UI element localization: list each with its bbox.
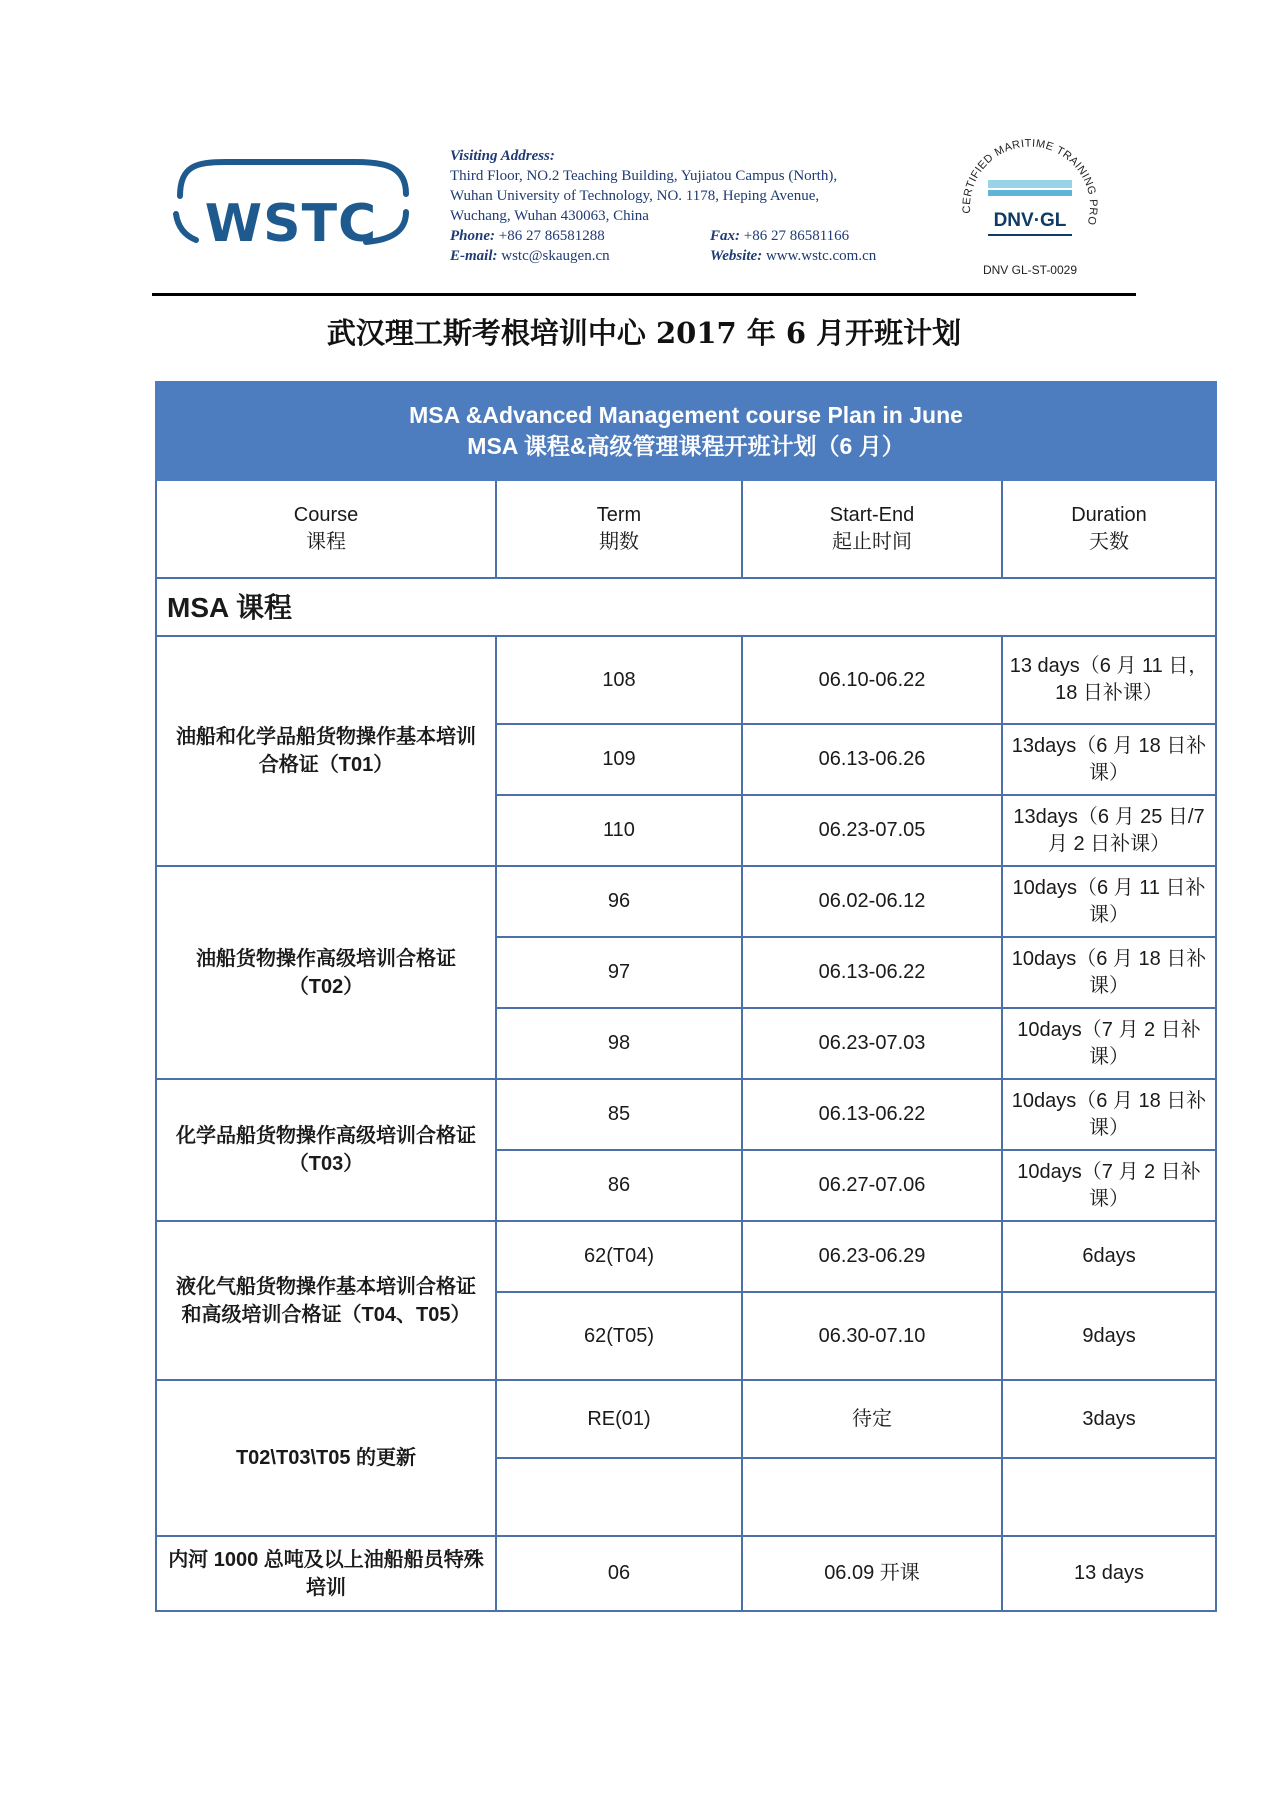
contact-block <box>450 146 920 266</box>
phone-fax-row <box>450 226 920 246</box>
term-cell: 62(T05) <box>496 1292 742 1380</box>
column-header-course: Course 课程 <box>156 480 496 578</box>
address-label: Visiting Address: <box>450 148 555 164</box>
fax-value: +86 27 86581166 <box>743 228 850 244</box>
logo-text: WSTC <box>204 194 378 254</box>
term-cell: RE(01) <box>496 1380 742 1458</box>
dates-cell: 06.02-06.12 <box>742 866 1002 937</box>
course-name-cell: 油船和化学品船货物操作基本培训合格证（T01） <box>156 636 496 866</box>
term-cell: 108 <box>496 636 742 724</box>
term-cell: 62(T04) <box>496 1221 742 1292</box>
header-divider <box>152 293 1136 296</box>
duration-cell: 10days（7 月 2 日补课） <box>1002 1150 1216 1221</box>
cert-brand: DNV·GL <box>993 210 1067 231</box>
term-cell: 86 <box>496 1150 742 1221</box>
cert-code: DNV GL-ST-0029 <box>982 263 1078 277</box>
term-cell: 98 <box>496 1008 742 1079</box>
dates-cell: 06.13-06.22 <box>742 937 1002 1008</box>
address-line: Third Floor, NO.2 Teaching Building, Yujiatou Campus (North), <box>450 168 838 184</box>
duration-cell: 13days（6 月 18 日补课） <box>1002 724 1216 795</box>
table-row <box>156 1536 1216 1611</box>
duration-cell <box>1002 1458 1216 1536</box>
course-name-cell: 液化气船货物操作基本培训合格证和高级培训合格证（T04、T05） <box>156 1221 496 1380</box>
column-header-duration: Duration 天数 <box>1002 480 1216 578</box>
banner-title-en: MSA &Advanced Management course Plan in June <box>409 402 963 428</box>
term-cell <box>496 1458 742 1536</box>
dates-cell: 06.23-07.03 <box>742 1008 1002 1079</box>
column-header-row <box>156 480 1216 578</box>
section-row <box>156 578 1216 636</box>
table-banner-row <box>156 382 1216 480</box>
duration-cell: 6days <box>1002 1221 1216 1292</box>
fax-label: Fax: <box>710 228 740 244</box>
address-line: Wuhan University of Technology, NO. 1178, Heping Avenue, <box>450 188 820 204</box>
wstc-logo <box>166 156 416 252</box>
dates-cell: 06.23-06.29 <box>742 1221 1002 1292</box>
section-heading: MSA 课程 <box>156 578 1216 636</box>
duration-cell: 9days <box>1002 1292 1216 1380</box>
term-cell: 97 <box>496 937 742 1008</box>
dates-cell: 06.23-07.05 <box>742 795 1002 866</box>
column-header-term: Term 期数 <box>496 480 742 578</box>
email-value[interactable]: wstc@skaugen.cn <box>501 248 610 264</box>
dates-cell: 06.09 开课 <box>742 1536 1002 1611</box>
duration-cell: 10days（6 月 18 日补课） <box>1002 1079 1216 1150</box>
dates-cell: 06.27-07.06 <box>742 1150 1002 1221</box>
dates-cell: 06.10-06.22 <box>742 636 1002 724</box>
dates-cell: 06.13-06.22 <box>742 1079 1002 1150</box>
term-cell: 110 <box>496 795 742 866</box>
email-label: E-mail: <box>450 248 498 264</box>
course-name-cell: T02\T03\T05 的更新 <box>156 1380 496 1536</box>
duration-cell: 10days（6 月 11 日补课） <box>1002 866 1216 937</box>
term-cell: 85 <box>496 1079 742 1150</box>
website-label: Website: <box>710 248 763 264</box>
duration-cell: 10days（6 月 18 日补课） <box>1002 937 1216 1008</box>
cert-ring-text: CERTIFIED MARITIME TRAINING PRO <box>960 137 1100 227</box>
page-title: 武汉理工斯考根培训中心 2017 年 6 月开班计划 <box>326 316 962 350</box>
course-plan-table <box>155 381 1217 1612</box>
dates-cell: 06.13-06.26 <box>742 724 1002 795</box>
dates-cell <box>742 1458 1002 1536</box>
table-row <box>156 1380 1216 1458</box>
course-name-cell: 内河 1000 总吨及以上油船船员特殊培训 <box>156 1536 496 1611</box>
term-cell: 06 <box>496 1536 742 1611</box>
duration-cell: 13days（6 月 25 日/7 月 2 日补课） <box>1002 795 1216 866</box>
column-header-start-end: Start-End 起止时间 <box>742 480 1002 578</box>
course-name-cell: 化学品船货物操作高级培训合格证（T03） <box>156 1079 496 1221</box>
table-row <box>156 1079 1216 1150</box>
table-row <box>156 636 1216 724</box>
phone-label: Phone: <box>450 228 495 244</box>
dates-cell: 待定 <box>742 1380 1002 1458</box>
term-cell: 109 <box>496 724 742 795</box>
address-line: Wuchang, Wuhan 430063, China <box>450 208 649 224</box>
phone-value: +86 27 86581288 <box>498 228 605 244</box>
duration-cell: 13 days（6 月 11 日，18 日补课） <box>1002 636 1216 724</box>
table-row <box>156 866 1216 937</box>
term-cell: 96 <box>496 866 742 937</box>
certification-seal-icon <box>950 130 1110 270</box>
dates-cell: 06.30-07.10 <box>742 1292 1002 1380</box>
duration-cell: 10days（7 月 2 日补课） <box>1002 1008 1216 1079</box>
course-name-cell: 油船货物操作高级培训合格证（T02） <box>156 866 496 1079</box>
website-value[interactable]: www.wstc.com.cn <box>765 248 877 264</box>
duration-cell: 3days <box>1002 1380 1216 1458</box>
email-website-row <box>450 246 920 266</box>
table-banner <box>156 382 1216 480</box>
banner-title-cn: MSA 课程&高级管理课程开班计划（6 月） <box>467 433 905 459</box>
dnv-gl-certification-badge <box>950 130 1110 280</box>
table-row <box>156 1221 1216 1292</box>
duration-cell: 13 days <box>1002 1536 1216 1611</box>
